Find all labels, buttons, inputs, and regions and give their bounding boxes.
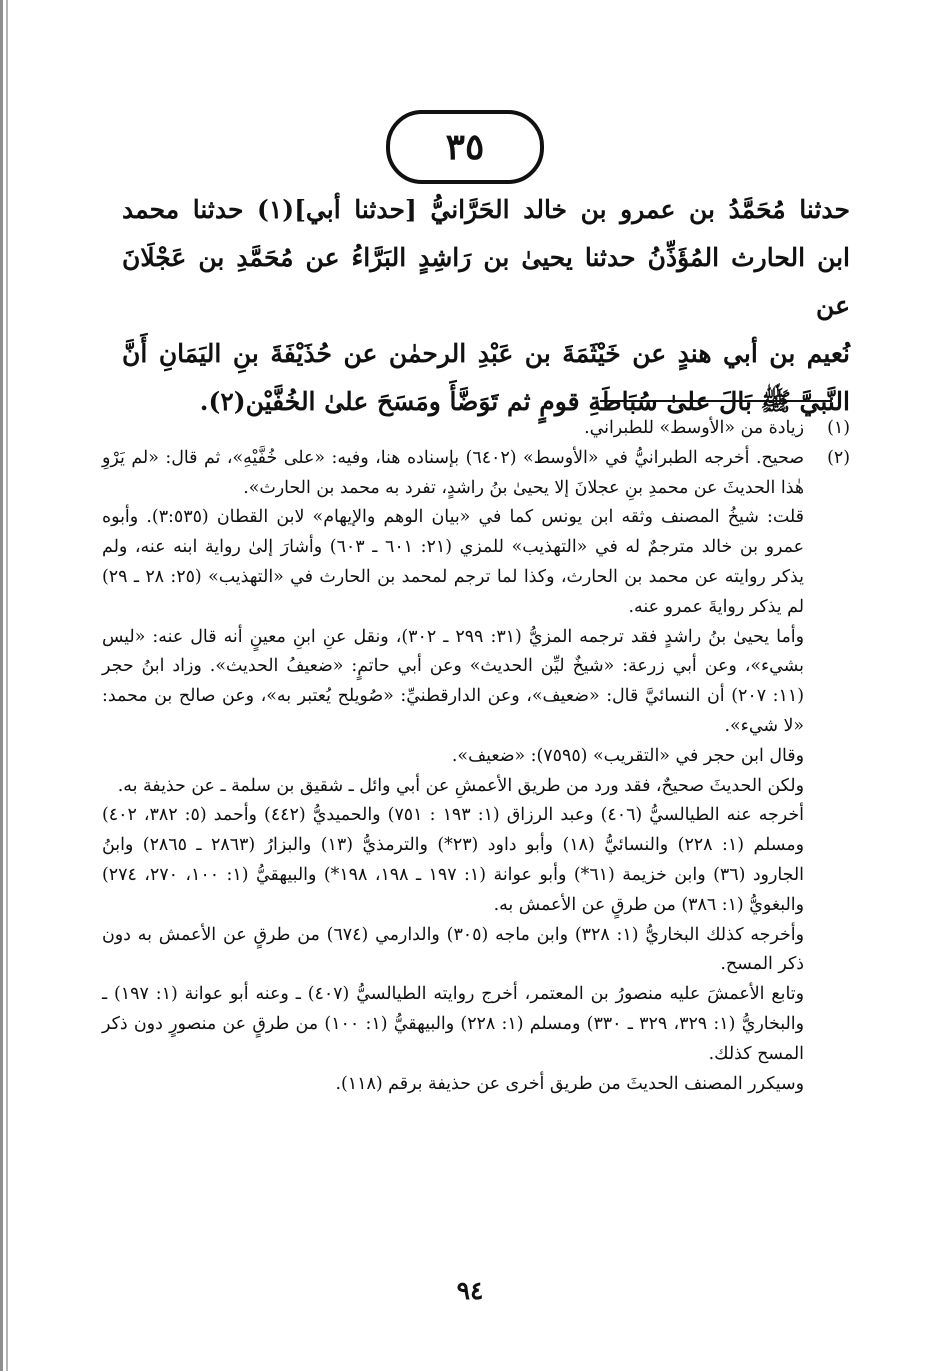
footnote-body (102, 414, 804, 444)
page-edge-shadow (0, 0, 22, 1371)
footnote-paragraph: ولكن الحديثَ صحيحٌ، فقد ورد من طريق الأعمشِ عن أبي وائل ـ شقيق بن سلمة ـ عن حذيفة به. (117, 775, 804, 796)
footnote-paragraph: وقال ابن حجر في «التقريب» (٧٥٩٥): «ضعيف». (451, 745, 804, 766)
hadith-text (122, 186, 850, 426)
footnotes (102, 414, 850, 1099)
footnote-paragraph: وأما يحيىٰ بنُ راشدٍ فقد ترجمه المزيُّ (٣١: ٢٩٩ ـ ٣٠٢)، ونقل عنِ ابنِ معينٍ أنه قال عنه: «ليس بشيء»، وعن أبي زرعة: «شيخٌ ليِّن الحديث» وعن أبي حاتمٍ: «ضعيفُ الحديث». وزاد ابنُ حجر (١١: ٢٠٧) أن النسائيَّ قال: «ضعيف»، وعن الدارقطنيِّ: «صُويلح يُعتبر به»، وعن صالح بن محمد: «لا شيء». (102, 626, 805, 736)
footnote-paragraph: قلت: شيخُ المصنف وثقه ابن يونس كما في «بيان الوهم والإيهام» لابن القطان (٣:٥٣٥). وأبوه عمرو بن خالد مترجمٌ له في «التهذيب» للمزي (٢١: ٦٠١ ـ ٦٠٣) وأشارَ إلىٰ رواية ابنه عنه، ولم يذكر روايته عن محمد بن الحارث، وكذا لما ترجم لمحمد بن الحارث في «التهذيب» (٢٥: ٢٨ ـ ٢٩) لم يذكر روايةَ عمرو عنه. (102, 507, 805, 617)
footnote-body (102, 444, 804, 1100)
page-number: ٩٤ (456, 1276, 484, 1305)
footnote-paragraph: وأخرجه كذلك البخاريُّ (١: ٣٢٨) وابن ماجه (٣٠٥) والدارمي (٦٧٤) من طرقٍ عن الأعمش به دون ذكر المسح. (102, 924, 805, 975)
hadith-line: حدثنا مُحَمَّدُ بن عمرو بن خالد الحَرَّانيُّ [حدثنا أبي](١) حدثنا محمد (122, 195, 850, 224)
footnote-paragraph: زيادة من «الأوسط» للطبراني. (584, 418, 804, 438)
footnote-paragraph: صحيح. أخرجه الطبرانيُّ في «الأوسط» (٦٤٠٢) بإسناده هنا، وفيه: «على خُفَّيْهِ»، ثم قال: «لم يَرْوِ هٰذا الحديثَ عن محمدِ بنِ عجلانَ إلا يحيىٰ بنُ راشدٍ، تفرد به محمد بن الحارث». (102, 447, 804, 498)
footnote (102, 414, 850, 444)
hadith-line: ابن الحارث المُؤَذِّنُ حدثنا يحيىٰ بن رَاشِدٍ البَرَّاءُ عن مُحَمَّدِ بن عَجْلَانَ عن (122, 243, 850, 320)
hadith-number: ٣٥ (445, 126, 485, 168)
footnote-number: (١) (827, 418, 850, 438)
footnote-paragraph: أخرجه عنه الطيالسيُّ (٤٠٦) وعبد الرزاق (١: ١٩٣ : ٧٥١) والحميديُّ (٤٤٢) وأحمد (٥: ٣٨٢، ٤٠٢) ومسلم (١: ٢٢٨) والنسائيُّ (١٨) وأبو داود (٢٣*) والترمذيُّ (١٣) والبزارُ (٢٨٦٣ ـ ٢٨٦٥) وابنُ الجارود (٣٦) وابن خزيمة (٦١*) وأبو عوانة (١: ١٩٧ ـ ١٩٨، ١٩٨*) والبيهقيُّ (١: ١٠٠، ٢٧٠، ٢٧٤) والبغويُّ (١: ٣٨٦) من طرقٍ عن الأعمش به. (102, 805, 805, 915)
hadith-line: النَّبيَّ ﷺ بَالَ علىٰ سُبَاطَةِ قومٍ ثم تَوَضَّأَ ومَسَحَ علىٰ الخُفَّيْن(٢). (199, 387, 850, 416)
footnote-paragraph: وسيكرر المصنف الحديثَ من طريق أخرى عن حذيفة برقم (١١٨). (335, 1073, 804, 1094)
footnote-separator (600, 400, 832, 402)
footnote-paragraph: وتابع الأعمشَ عليه منصورُ بن المعتمر، أخرج روايته الطيالسيُّ (٤٠٧) ـ وعنه أبو عوانة (١: ١٩٧) ـ والبخاريُّ (١: ٣٢٩، ٣٢٩ ـ ٣٣٠) ومسلم (١: ٢٢٨) والبيهقيُّ (١: ١٠٠) من طرقٍ عن منصورٍ دون ذكر المسح كذلك. (102, 984, 805, 1064)
hadith-number-badge (386, 110, 544, 184)
footnote-number: (٢) (827, 447, 850, 468)
footnote (102, 444, 850, 1100)
hadith-line: نُعيم بن أبي هندٍ عن خَيْثَمَةَ بن عَبْدِ الرحمٰن عن حُذَيْفَةَ بنِ اليَمَانِ أَنَّ (122, 339, 850, 368)
